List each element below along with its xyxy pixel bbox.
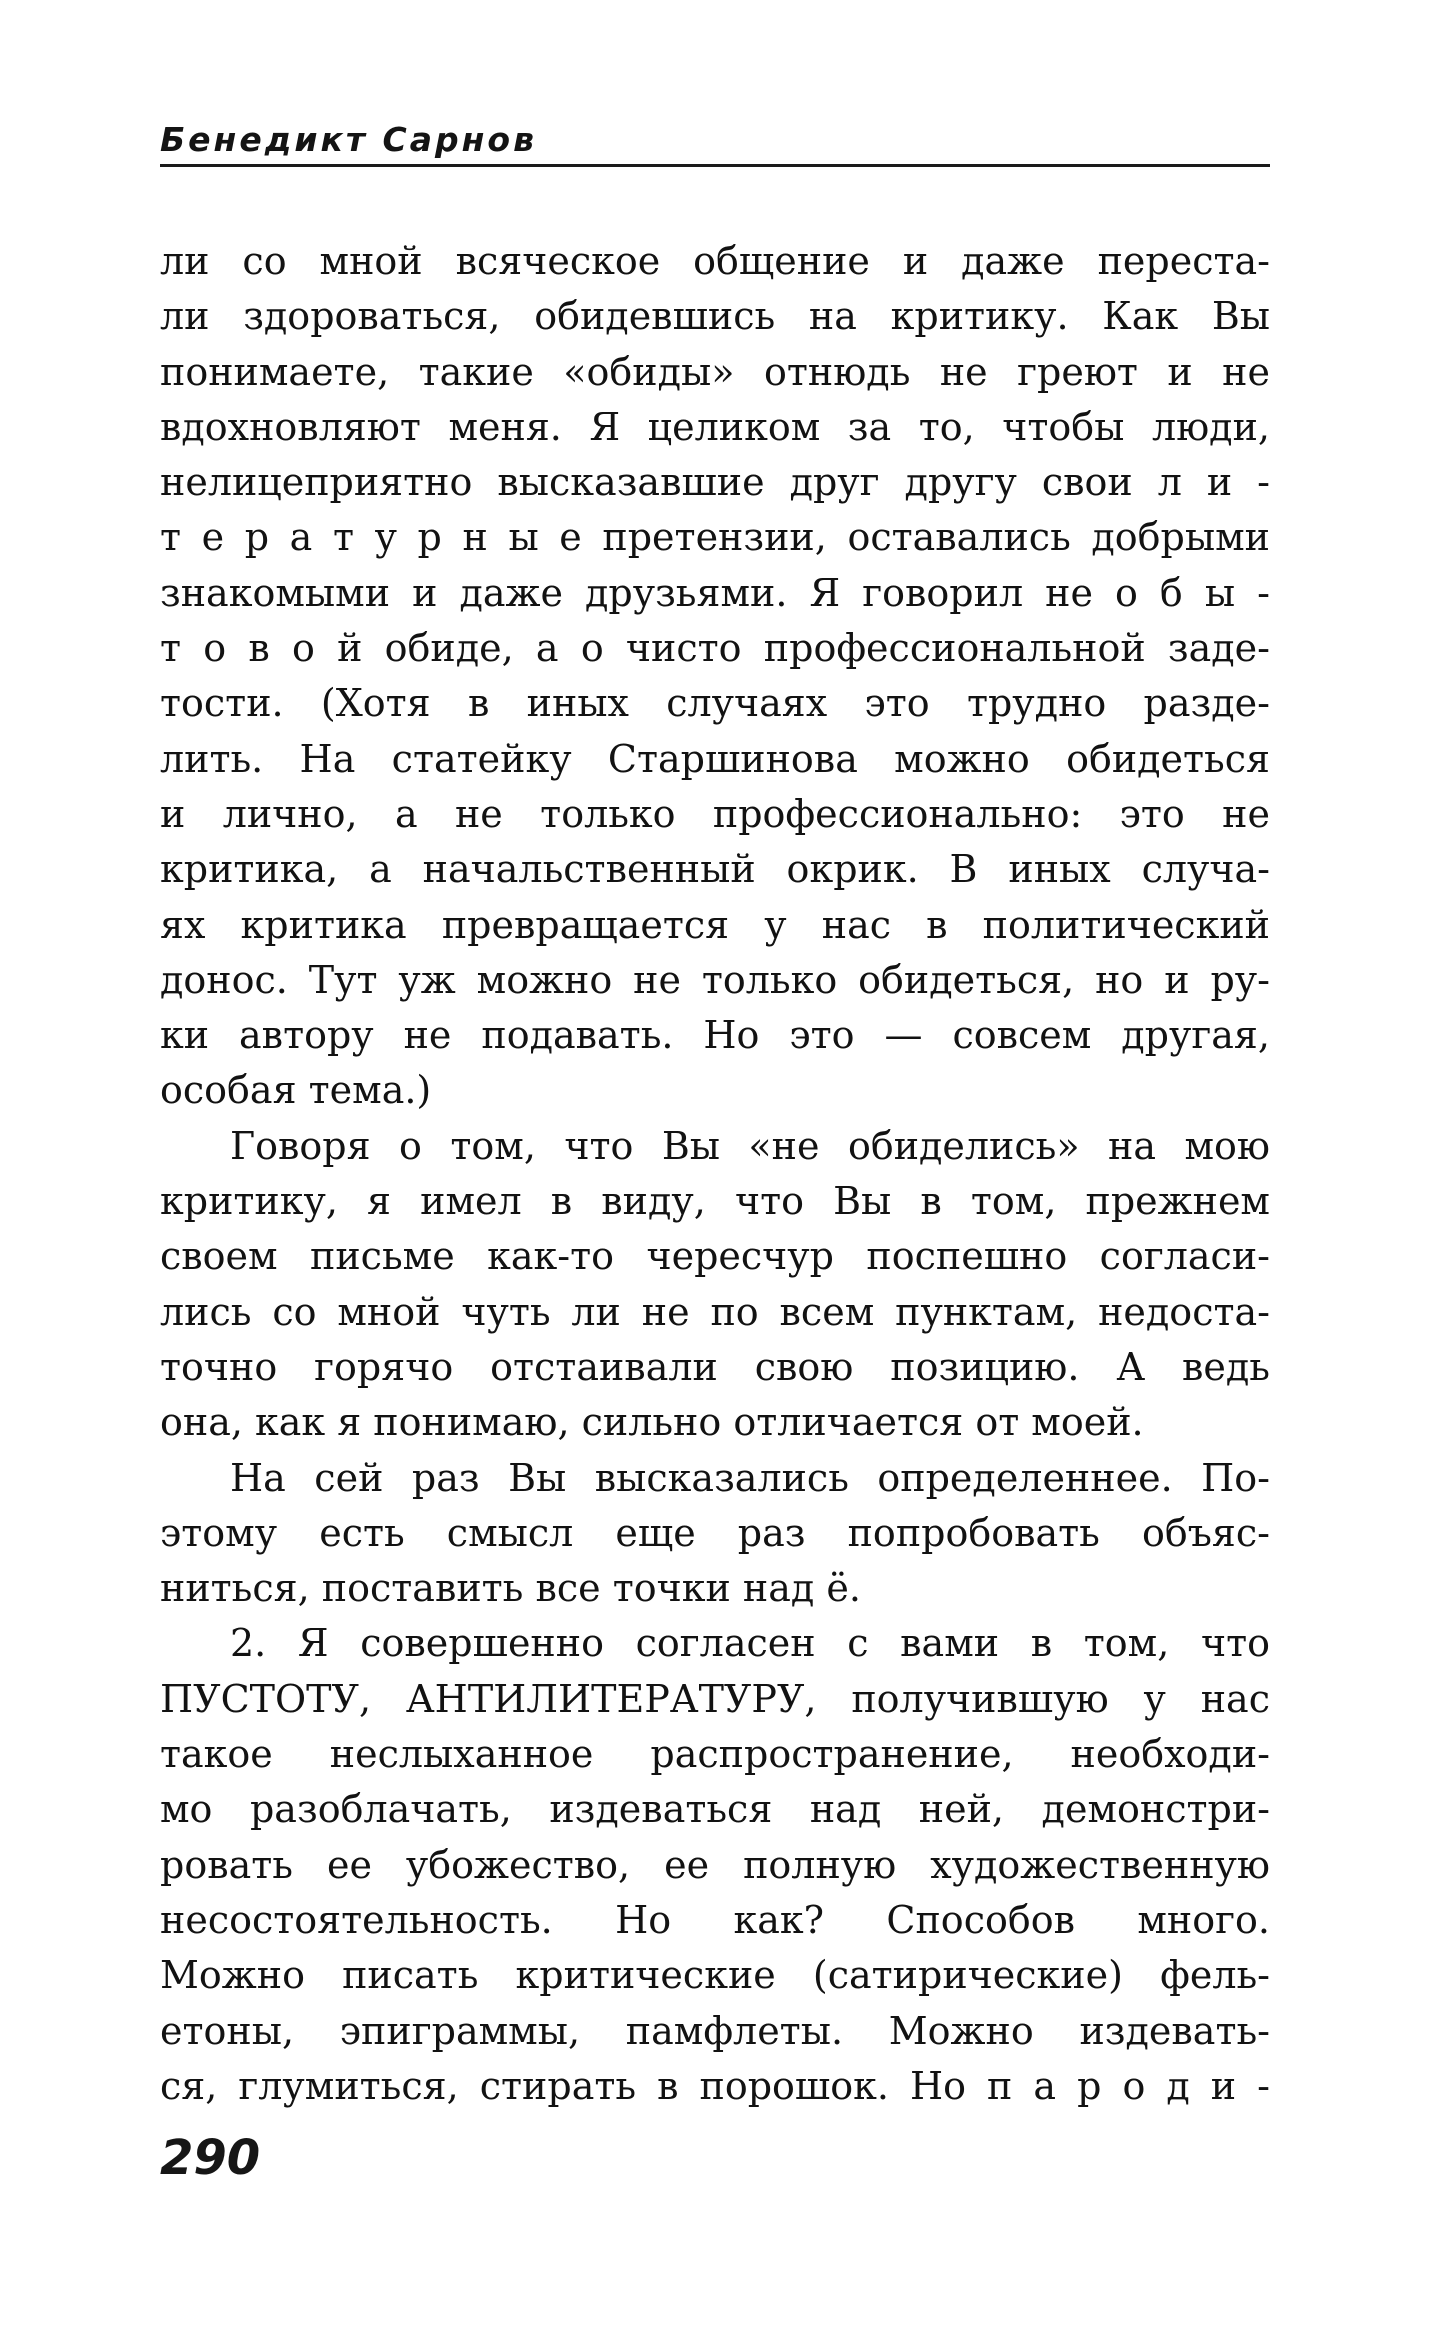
- text-line: мо разоблачать, издеваться над ней, демонстри-: [160, 1787, 1270, 1832]
- text-line: ровать ее убожество, ее полную художественную: [160, 1842, 1270, 1887]
- text-line: ки автору не подавать. Но это — совсем другая,: [160, 1013, 1270, 1058]
- text-line: Можно писать критические (сатирические) фель-: [160, 1953, 1270, 1998]
- text-line: 2. Я совершенно согласен с вами в том, что: [230, 1621, 1270, 1666]
- text-line: Говоря о том, что Вы «не обиделись» на мою: [230, 1123, 1270, 1168]
- text-line: ниться, поставить все точки над ё.: [160, 1566, 861, 1611]
- text-line: вдохновляют меня. Я целиком за то, чтобы люди,: [160, 404, 1270, 449]
- text-line: понимаете, такие «обиды» отнюдь не греют и не: [160, 349, 1270, 394]
- running-head: Бенедикт Сарнов: [160, 120, 537, 159]
- text-line: етоны, эпиграммы, памфлеты. Можно издевать-: [160, 2008, 1270, 2053]
- text-line: она, как я понимаю, сильно отличается от моей.: [160, 1400, 1144, 1445]
- text-line: знакомыми и даже друзьями. Я говорил не о б ы -: [160, 570, 1270, 615]
- text-line: этому есть смысл еще раз попробовать объяс-: [160, 1510, 1270, 1555]
- page-number: 290: [160, 2130, 261, 2186]
- text-line: лись со мной чуть ли не по всем пунктам, недоста-: [160, 1289, 1270, 1334]
- body-text: [160, 234, 1270, 2114]
- header-rule: [160, 164, 1270, 167]
- text-line: ли со мной всяческое общение и даже переста-: [160, 239, 1270, 283]
- text-line: такое неслыханное распространение, необходи-: [160, 1732, 1270, 1777]
- text-line: донос. Тут уж можно не только обидеться, но и ру-: [160, 957, 1270, 1002]
- text-line: лить. На статейку Старшинова можно обидеться: [160, 736, 1270, 781]
- text-line: критику, я имел в виду, что Вы в том, прежнем: [160, 1179, 1270, 1224]
- text-line: своем письме как-то чересчур поспешно согласи-: [160, 1234, 1270, 1279]
- text-line: ях критика превращается у нас в политический: [160, 902, 1270, 947]
- text-line: тости. (Хотя в иных случаях это трудно разде-: [160, 681, 1270, 726]
- text-line: и лично, а не только профессионально: это не: [160, 791, 1270, 836]
- text-line: т е р а т у р н ы е претензии, оставались добрыми: [160, 515, 1270, 560]
- text-line: т о в о й обиде, а о чисто профессиональной заде-: [160, 626, 1270, 671]
- text-line: критика, а начальственный окрик. В иных случа-: [160, 847, 1270, 892]
- text-line: ся, глумиться, стирать в порошок. Но п а р о д и -: [160, 2063, 1270, 2108]
- text-line: На сей раз Вы высказались определеннее. По-: [230, 1455, 1270, 1500]
- text-line: ли здороваться, обидевшись на критику. Как Вы: [160, 294, 1270, 339]
- text-line: несостоятельность. Но как? Способов много.: [160, 1897, 1270, 1942]
- text-line: точно горячо отстаивали свою позицию. А ведь: [160, 1344, 1270, 1389]
- text-line: ПУСТОТУ, АНТИЛИТЕРАТУРУ, получившую у нас: [160, 1676, 1270, 1721]
- text-line: особая тема.): [160, 1068, 432, 1113]
- text-line: нелицеприятно высказавшие друг другу свои л и -: [160, 460, 1270, 505]
